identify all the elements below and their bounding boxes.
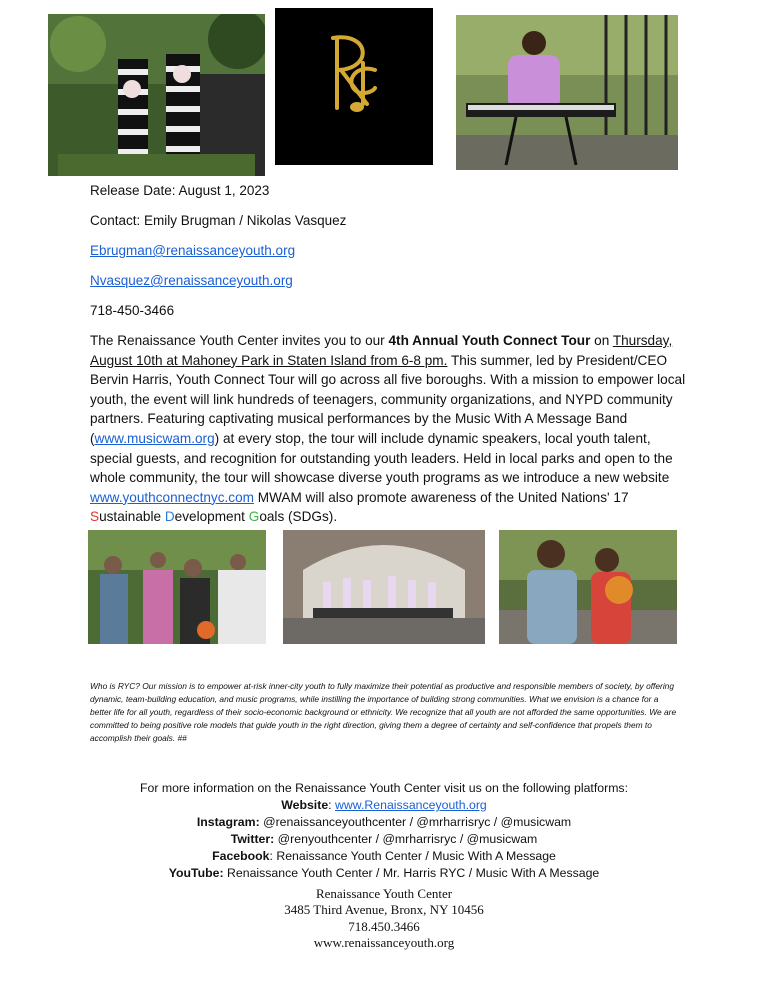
press-release-body bbox=[90, 331, 690, 527]
instagram-label: Instagram: bbox=[196, 815, 260, 829]
footer-intro: For more information on the Renaissance Youth Center visit us on the following platforms: bbox=[139, 781, 629, 795]
facebook-pages: : Renaissance Youth Center / Music With A Message bbox=[269, 849, 556, 863]
youthconnect-link[interactable]: www.youthconnectnyc.com bbox=[90, 489, 254, 505]
sdg-letter-s: S bbox=[90, 509, 100, 525]
address-org: Renaissance Youth Center bbox=[315, 886, 453, 901]
twitter-label: Twitter: bbox=[230, 832, 275, 846]
photo-bandshell-stage bbox=[283, 530, 485, 644]
rc-music-logo bbox=[275, 8, 433, 165]
address-block bbox=[0, 886, 768, 951]
photo-crowd-park bbox=[88, 530, 266, 644]
address-web: www.renaissanceyouth.org bbox=[313, 934, 455, 950]
release-date: Release Date: August 1, 2023 bbox=[90, 183, 270, 198]
body-text: This summer, led by President/CEO Bervin Harris, Youth Connect Tour will go across all five boroughs. With a mission to empower local youth, the event will link hundreds of teenagers, community organizations, and NYPD community partners. Featuring captivating musical performances by the Music With A Message Band ( bbox=[90, 352, 686, 446]
address-phone: 718.450.3466 bbox=[348, 918, 420, 934]
instagram-handles: @renaissanceyouthcenter / @mrharrisryc / @musicwam bbox=[259, 815, 572, 829]
youtube-label: YouTube: bbox=[168, 866, 224, 880]
footer-youtube bbox=[0, 865, 768, 882]
body-text: The Renaissance Youth Center invites you to our bbox=[90, 333, 389, 348]
website-link[interactable]: www.Renaissanceyouth.org bbox=[335, 798, 487, 812]
contact-phone: 718-450-3466 bbox=[90, 303, 175, 318]
tour-name: 4th Annual Youth Connect Tour bbox=[388, 333, 591, 348]
contact-names: Contact: Emily Brugman / Nikolas Vasquez bbox=[90, 213, 347, 228]
body-text: ustainable bbox=[99, 509, 165, 525]
body-text: ) at every stop, the tour will include dynamic speakers, local youth talent, special guests, and recognition for outstanding youth leaders. Held in local parks and open to the whole community, the tour will showcase diverse youth programs as we introduce a new website bbox=[90, 430, 673, 486]
about-ryc: Who is RYC? Our mission is to empower at-risk inner-city youth to fully maximize their potential as productive and responsible members of society, by offering dynamic, team-building education, and music programs, while instilling the importance of building strong communities. What we envision is a chance for a better life for all youth, regardless of their socio-economic background or ethnicity. We recognize that all youth are not afforded the same opportunities. We are committed to being positive role models that guide youth in the right direction, giving them a degree of certainty and self-confidence that propels them to accomplish their goals. ## bbox=[90, 681, 677, 743]
footer-instagram bbox=[0, 814, 768, 831]
event-date-location: Thursday, August 10th at Mahoney Park in Staten Island from 6-8 pm. bbox=[90, 333, 673, 368]
photo-stilt-performers bbox=[48, 14, 265, 176]
twitter-handles: @renyouthcenter / @mrharrisryc / @musicwam bbox=[274, 832, 538, 846]
sdg-letter-g: G bbox=[248, 509, 260, 525]
photo-keyboard-performer bbox=[456, 15, 678, 170]
sdg-letter-d: D bbox=[164, 509, 175, 525]
address-street: 3485 Third Avenue, Bronx, NY 10456 bbox=[284, 902, 484, 918]
facebook-label: Facebook bbox=[212, 849, 270, 863]
body-text: evelopment bbox=[174, 509, 249, 525]
body-text: oals (SDGs). bbox=[259, 509, 338, 525]
footer-facebook bbox=[0, 848, 768, 865]
email-link-brugman[interactable]: Ebrugman@renaissanceyouth.org bbox=[90, 243, 296, 258]
youtube-channels: Renaissance Youth Center / Mr. Harris RYC / Music With A Message bbox=[223, 866, 600, 880]
body-text: on bbox=[590, 333, 613, 348]
email-link-vasquez[interactable]: Nvasquez@renaissanceyouth.org bbox=[90, 273, 293, 288]
body-text: MWAM will also promote awareness of the United Nations' 17 bbox=[253, 489, 629, 505]
musicwam-link[interactable]: www.musicwam.org bbox=[94, 430, 215, 446]
photo-kids-outdoors bbox=[499, 530, 677, 644]
website-label: Website bbox=[281, 798, 329, 812]
footer-twitter bbox=[0, 831, 768, 848]
footer-website: Website: www.Renaissanceyouth.org bbox=[281, 798, 487, 812]
